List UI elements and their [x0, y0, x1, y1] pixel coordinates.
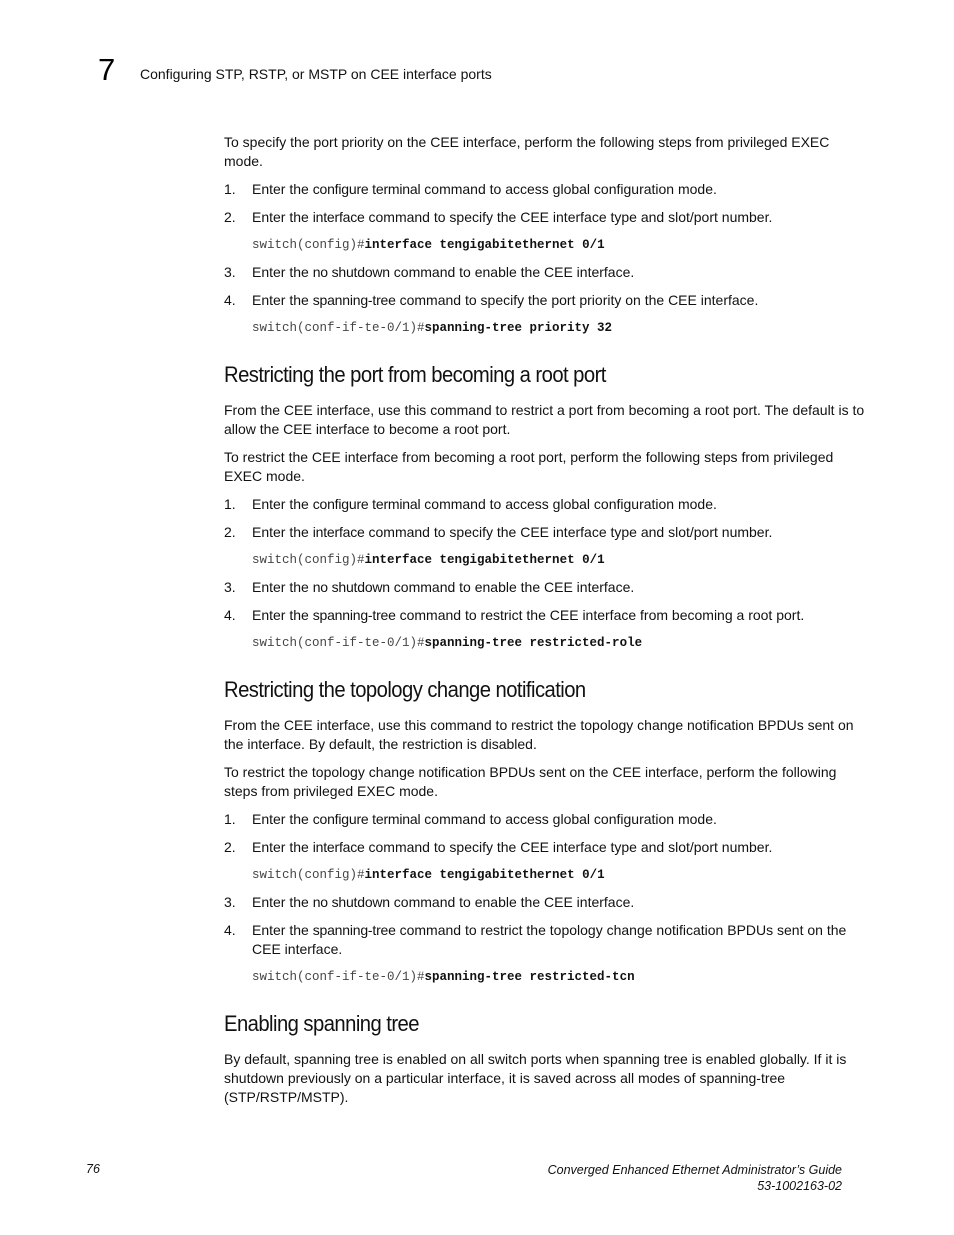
step-number: 2. — [224, 524, 236, 540]
code-example: switch(conf-if-te-0/1)#spanning-tree priority 32 — [252, 321, 613, 335]
section-paragraph: By default, spanning tree is enabled on all switch ports when spanning tree is enabled globally. If it is shutdown previously on a particular interface, it is saved across all modes of spanning-tree (STP/RSTP/MSTP). — [224, 1051, 847, 1105]
section-paragraph: To restrict the CEE interface from becoming a root port, perform the following steps from privileged EXEC mode. — [224, 449, 834, 484]
command-keyword: interface — [312, 209, 365, 225]
page-content — [224, 133, 870, 1116]
command-keyword: spanning-tree — [312, 607, 396, 623]
list-item: 3. Enter the no shutdown command to enable the CEE interface. — [224, 894, 635, 910]
command-keyword: configure terminal — [312, 811, 421, 827]
section-heading: Restricting the port from becoming a root port — [224, 362, 606, 387]
intro-paragraph: To specify the port priority on the CEE interface, perform the following steps from privileged EXEC mode. — [224, 134, 830, 169]
step-number: 3. — [224, 894, 236, 910]
step-number: 4. — [224, 922, 236, 938]
list-item: 1. Enter the configure terminal command to access global configuration mode. — [224, 181, 717, 197]
code-example: switch(config)#interface tengigabitethernet 0/1 — [252, 238, 605, 252]
section-paragraph: From the CEE interface, use this command to restrict a port from becoming a root port. The default is to allow the CEE interface to become a root port. — [224, 402, 865, 437]
list-item: 3. Enter the no shutdown command to enable the CEE interface. — [224, 579, 635, 595]
list-item: 4. Enter the spanning-tree command to restrict the topology change notification BPDUs sent on the CEE interface. — [224, 922, 847, 957]
command-keyword: no shutdown — [312, 894, 390, 910]
chapter-title: Configuring STP, RSTP, or MSTP on CEE interface ports — [140, 66, 492, 82]
list-item: 2. Enter the interface command to specify the CEE interface type and slot/port number. — [224, 839, 773, 855]
command-keyword: interface — [312, 839, 365, 855]
list-item: 1. Enter the configure terminal command to access global configuration mode. — [224, 496, 717, 512]
chapter-number: 7 — [98, 52, 116, 87]
section1-steps — [224, 495, 870, 652]
section-paragraph: From the CEE interface, use this command to restrict the topology change notification BPDUs sent on the interface. By default, the restriction is disabled. — [224, 717, 854, 752]
intro-steps — [224, 180, 870, 337]
doc-title: Converged Enhanced Ethernet Administrator’s Guide — [547, 1163, 842, 1177]
command-keyword: configure terminal — [312, 496, 421, 512]
step-number: 4. — [224, 607, 236, 623]
step-number: 4. — [224, 292, 236, 308]
section-heading: Restricting the topology change notification — [224, 677, 586, 702]
section-paragraph: To restrict the topology change notification BPDUs sent on the CEE interface, perform the following steps from privileged EXEC mode. — [224, 764, 837, 799]
command-keyword: no shutdown — [312, 579, 390, 595]
command-keyword: interface — [312, 524, 365, 540]
list-item: 1. Enter the configure terminal command to access global configuration mode. — [224, 811, 717, 827]
step-number: 1. — [224, 811, 236, 827]
code-example: switch(conf-if-te-0/1)#spanning-tree restricted-role — [252, 636, 643, 650]
step-number: 1. — [224, 496, 236, 512]
code-example: switch(conf-if-te-0/1)#spanning-tree restricted-tcn — [252, 970, 635, 984]
command-keyword: spanning-tree — [312, 292, 396, 308]
step-number: 2. — [224, 209, 236, 225]
section-heading: Enabling spanning tree — [224, 1011, 419, 1036]
list-item: 2. Enter the interface command to specify the CEE interface type and slot/port number. — [224, 209, 773, 225]
section2-steps — [224, 810, 870, 986]
footer-doc-info — [548, 1162, 842, 1194]
page-number: 76 — [86, 1162, 100, 1176]
command-keyword: spanning-tree — [312, 922, 396, 938]
step-number: 3. — [224, 264, 236, 280]
code-example: switch(config)#interface tengigabitethernet 0/1 — [252, 868, 605, 882]
command-keyword: configure terminal — [312, 181, 421, 197]
doc-number: 53-1002163-02 — [757, 1179, 842, 1193]
step-number: 2. — [224, 839, 236, 855]
code-example: switch(config)#interface tengigabitethernet 0/1 — [252, 553, 605, 567]
list-item: 2. Enter the interface command to specify the CEE interface type and slot/port number. — [224, 524, 773, 540]
step-number: 1. — [224, 181, 236, 197]
list-item: 3. Enter the no shutdown command to enable the CEE interface. — [224, 264, 635, 280]
list-item: 4. Enter the spanning-tree command to restrict the CEE interface from becoming a root port. — [224, 607, 805, 623]
command-keyword: no shutdown — [312, 264, 390, 280]
step-number: 3. — [224, 579, 236, 595]
list-item: 4. Enter the spanning-tree command to specify the port priority on the CEE interface. — [224, 292, 759, 308]
